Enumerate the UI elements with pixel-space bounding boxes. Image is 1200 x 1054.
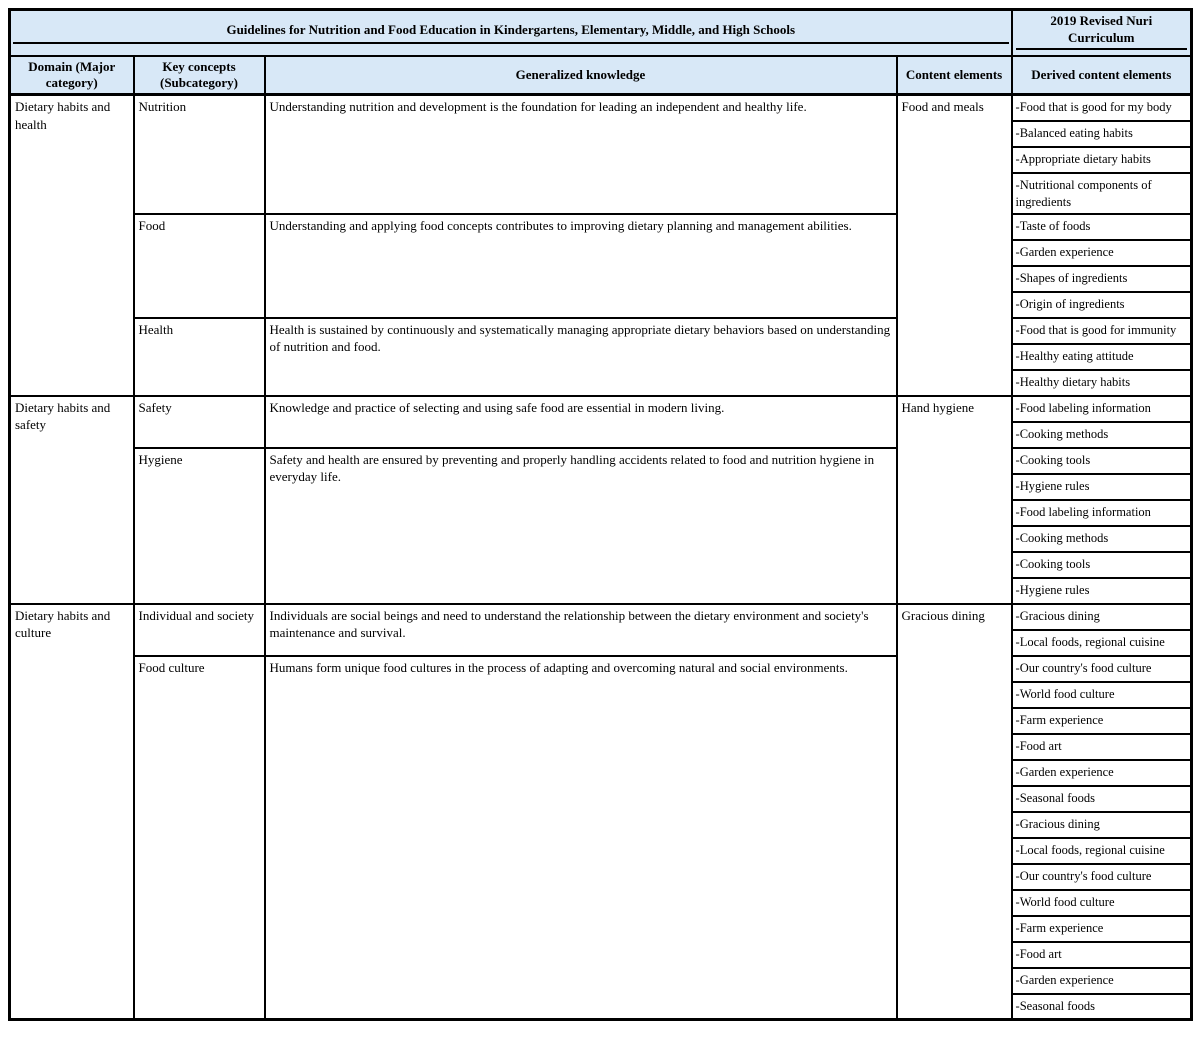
derived-element-cell: -Garden experience — [1012, 968, 1192, 994]
content-element-cell: Food and meals — [897, 95, 1012, 396]
derived-element-cell: -Food that is good for immunity — [1012, 318, 1192, 344]
derived-element-cell: -Local foods, regional cuisine — [1012, 630, 1192, 656]
curriculum-title-cell — [1012, 10, 1192, 57]
column-header-generalized-knowledge: Generalized knowledge — [265, 56, 897, 95]
derived-element-cell: -Garden experience — [1012, 240, 1192, 266]
derived-element-cell: -Healthy dietary habits — [1012, 370, 1192, 396]
generalized-knowledge-cell: Safety and health are ensured by preventing and properly handling accidents related to food and nutrition hygiene in everyday life. — [265, 448, 897, 604]
table-title: Guidelines for Nutrition and Food Education in Kindergartens, Elementary, Middle, and High Schools — [226, 21, 796, 37]
domain-cell: Dietary habits and culture — [10, 604, 134, 1020]
key-concept-cell: Food culture — [134, 656, 265, 1020]
generalized-knowledge-cell: Understanding and applying food concepts contributes to improving dietary planning and management abilities. — [265, 214, 897, 318]
derived-element-cell: -Seasonal foods — [1012, 786, 1192, 812]
table-row — [10, 214, 1192, 240]
table-row — [10, 448, 1192, 474]
derived-element-cell: -Cooking tools — [1012, 552, 1192, 578]
content-element-cell: Gracious dining — [897, 604, 1012, 1020]
derived-element-cell: -Seasonal foods — [1012, 994, 1192, 1020]
column-header-key-concepts: Key concepts (Subcategory) — [134, 56, 265, 95]
table-row — [10, 396, 1192, 422]
derived-element-cell: -Our country's food culture — [1012, 656, 1192, 682]
content-element-cell: Hand hygiene — [897, 396, 1012, 604]
derived-element-cell: -Farm experience — [1012, 916, 1192, 942]
curriculum-title: 2019 Revised Nuri Curriculum — [1050, 12, 1153, 45]
table-body — [10, 95, 1192, 1020]
column-header-content-elements: Content elements — [897, 56, 1012, 95]
derived-element-cell: -Hygiene rules — [1012, 474, 1192, 500]
key-concept-cell: Hygiene — [134, 448, 265, 604]
generalized-knowledge-cell: Individuals are social beings and need to understand the relationship between the dietary environment and society's maintenance and survival. — [265, 604, 897, 656]
derived-element-cell: -Our country's food culture — [1012, 864, 1192, 890]
derived-element-cell: -Gracious dining — [1012, 604, 1192, 630]
derived-element-cell: -Local foods, regional cuisine — [1012, 838, 1192, 864]
table-row — [10, 656, 1192, 682]
domain-cell: Dietary habits and health — [10, 95, 134, 396]
column-header-domain: Domain (Major category) — [10, 56, 134, 95]
generalized-knowledge-cell: Understanding nutrition and development is the foundation for leading an independent and healthy life. — [265, 95, 897, 214]
derived-element-cell: -Gracious dining — [1012, 812, 1192, 838]
derived-element-cell: -Taste of foods — [1012, 214, 1192, 240]
key-concept-cell: Individual and society — [134, 604, 265, 656]
derived-element-cell: -Hygiene rules — [1012, 578, 1192, 604]
derived-element-cell: -Nutritional components of ingredients — [1012, 173, 1192, 214]
column-header-row — [10, 56, 1192, 95]
derived-element-cell: -World food culture — [1012, 682, 1192, 708]
derived-element-cell: -Healthy eating attitude — [1012, 344, 1192, 370]
derived-element-cell: -Food art — [1012, 942, 1192, 968]
derived-element-cell: -World food culture — [1012, 890, 1192, 916]
derived-element-cell: -Food art — [1012, 734, 1192, 760]
derived-element-cell: -Cooking methods — [1012, 526, 1192, 552]
generalized-knowledge-cell: Health is sustained by continuously and systematically managing appropriate dietary behaviors based on understanding of nutrition and food. — [265, 318, 897, 396]
table-header — [10, 10, 1192, 95]
curriculum-underline — [1016, 48, 1188, 51]
table-row — [10, 604, 1192, 630]
table-row — [10, 318, 1192, 344]
table-title-cell — [10, 10, 1012, 57]
guidelines-table — [8, 8, 1193, 1021]
derived-element-cell: -Food labeling information — [1012, 500, 1192, 526]
derived-element-cell: -Cooking tools — [1012, 448, 1192, 474]
title-row — [10, 10, 1192, 57]
derived-element-cell: -Food that is good for my body — [1012, 95, 1192, 121]
derived-element-cell: -Farm experience — [1012, 708, 1192, 734]
generalized-knowledge-cell: Humans form unique food cultures in the process of adapting and overcoming natural and social environments. — [265, 656, 897, 1020]
key-concept-cell: Safety — [134, 396, 265, 448]
key-concept-cell: Health — [134, 318, 265, 396]
domain-cell: Dietary habits and safety — [10, 396, 134, 604]
derived-element-cell: -Balanced eating habits — [1012, 121, 1192, 147]
derived-element-cell: -Appropriate dietary habits — [1012, 147, 1192, 173]
derived-element-cell: -Origin of ingredients — [1012, 292, 1192, 318]
column-header-derived-content-elements: Derived content elements — [1012, 56, 1192, 95]
derived-element-cell: -Garden experience — [1012, 760, 1192, 786]
derived-element-cell: -Cooking methods — [1012, 422, 1192, 448]
generalized-knowledge-cell: Knowledge and practice of selecting and using safe food are essential in modern living. — [265, 396, 897, 448]
table-row — [10, 95, 1192, 121]
title-underline — [13, 42, 1009, 45]
key-concept-cell: Food — [134, 214, 265, 318]
key-concept-cell: Nutrition — [134, 95, 265, 214]
derived-element-cell: -Food labeling information — [1012, 396, 1192, 422]
derived-element-cell: -Shapes of ingredients — [1012, 266, 1192, 292]
